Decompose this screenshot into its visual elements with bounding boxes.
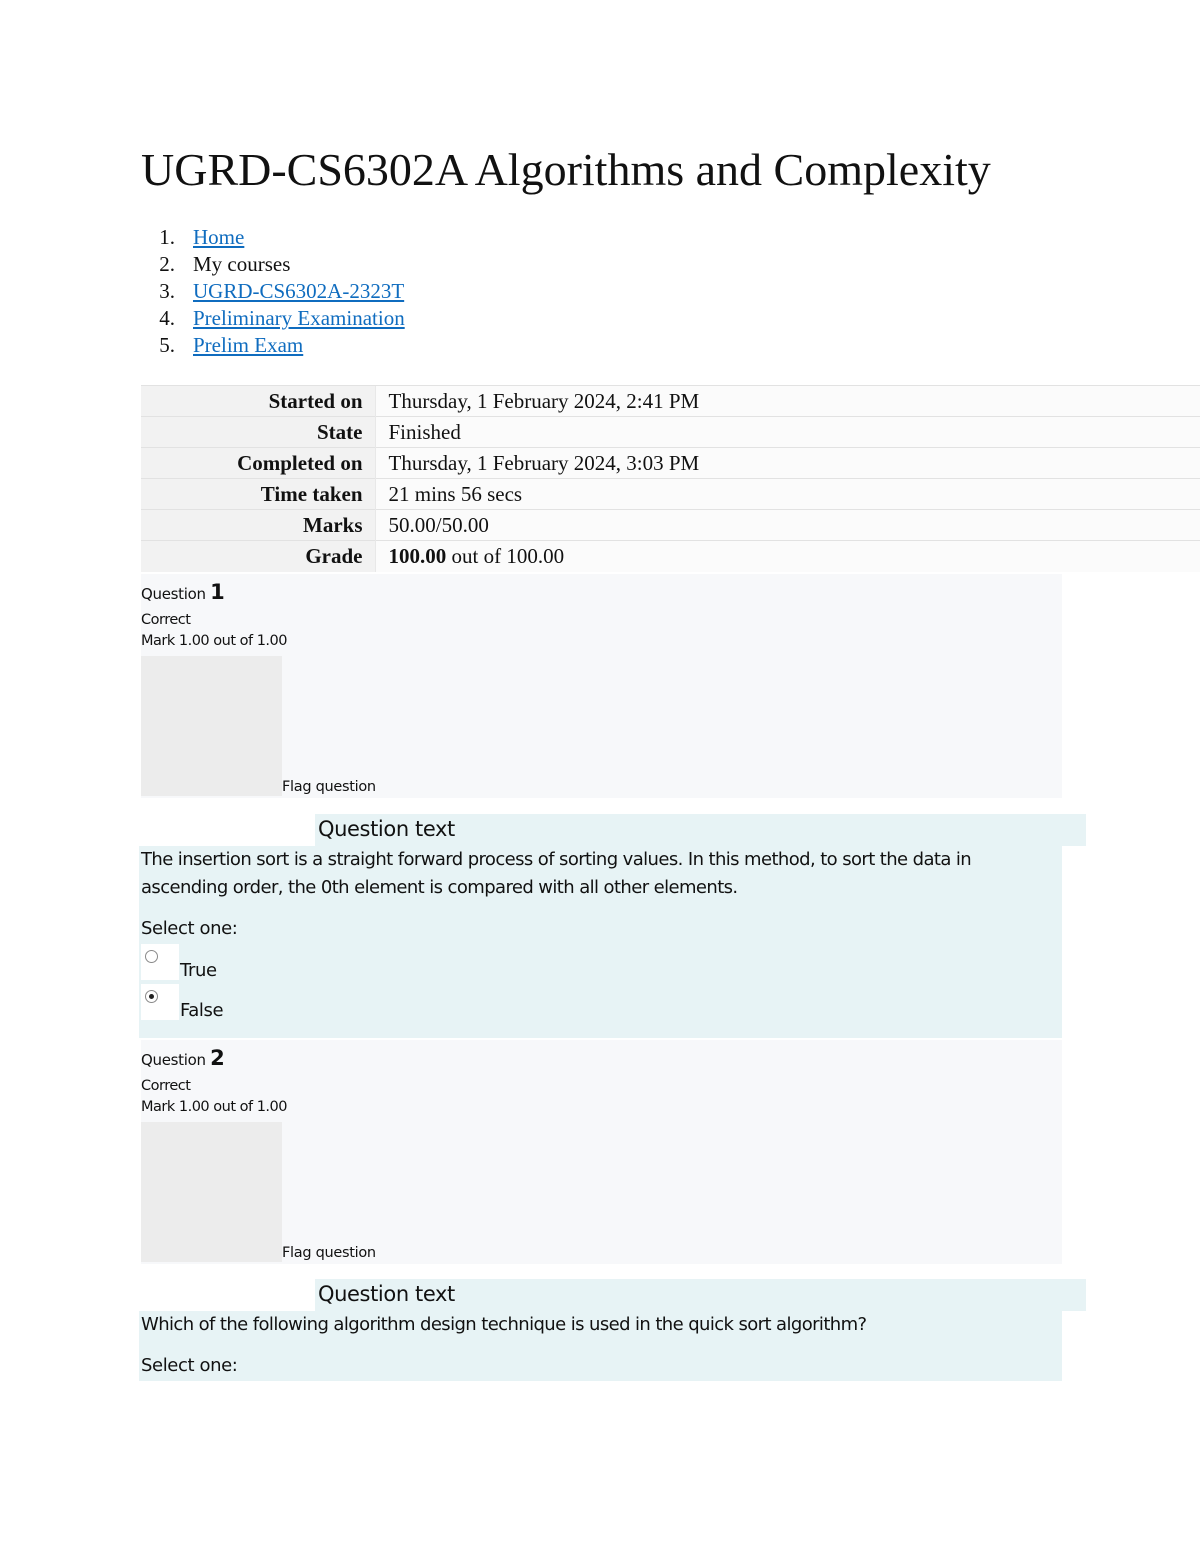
question-grade: Mark 1.00 out of 1.00 xyxy=(141,633,287,649)
attempt-summary-table xyxy=(141,385,1200,572)
question-info-1 xyxy=(141,574,1062,798)
summary-value: Thursday, 1 February 2024, 3:03 PM xyxy=(375,448,1200,479)
question-number-value: 1 xyxy=(210,580,225,604)
summary-value: 21 mins 56 secs xyxy=(375,479,1200,510)
breadcrumb-item-quiz xyxy=(141,332,405,359)
grade-score: 100.00 xyxy=(388,543,447,568)
grade-total: out of 100.00 xyxy=(446,543,565,568)
breadcrumb xyxy=(141,224,405,359)
question-text: Which of the following algorithm design technique is used in the quick sort algorithm? xyxy=(141,1314,867,1335)
breadcrumb-number: 4. xyxy=(159,306,175,330)
question-body-1 xyxy=(139,846,1062,1038)
question-text-heading-2 xyxy=(315,1279,1086,1311)
summary-label: Grade xyxy=(141,541,375,572)
summary-value: Thursday, 1 February 2024, 2:41 PM xyxy=(375,386,1200,417)
select-one-prompt: Select one: xyxy=(141,918,238,939)
summary-row-time xyxy=(141,479,1200,510)
breadcrumb-number: 5. xyxy=(159,333,175,357)
breadcrumb-number: 1. xyxy=(159,225,175,249)
summary-label: Completed on xyxy=(141,448,375,479)
summary-label: Time taken xyxy=(141,479,375,510)
answer-label[interactable]: True xyxy=(180,960,217,981)
summary-row-marks xyxy=(141,510,1200,541)
question-number xyxy=(141,1046,224,1070)
radio-button[interactable] xyxy=(145,950,158,963)
summary-value: 50.00/50.00 xyxy=(375,510,1200,541)
question-number xyxy=(141,580,224,604)
flag-question-link[interactable]: Flag question xyxy=(282,1245,376,1261)
breadcrumb-link-section[interactable]: Preliminary Examination xyxy=(193,306,405,330)
breadcrumb-number: 3. xyxy=(159,279,175,303)
radio-button-selected[interactable] xyxy=(145,990,158,1003)
question-body-2 xyxy=(139,1311,1062,1381)
answer-option-false[interactable] xyxy=(141,984,541,1020)
question-state: Correct xyxy=(141,1078,191,1094)
breadcrumb-number: 2. xyxy=(159,252,175,276)
summary-value: Finished xyxy=(375,417,1200,448)
summary-label: Started on xyxy=(141,386,375,417)
breadcrumb-item-home xyxy=(141,224,405,251)
question-text-heading-label: Question text xyxy=(318,1282,455,1306)
question-text: The insertion sort is a straight forward process of sorting values. In this method, to sort the data in ascending order, the 0th element is compared with all other elements. xyxy=(141,849,972,898)
breadcrumb-link-home[interactable]: Home xyxy=(193,225,245,249)
select-one-prompt: Select one: xyxy=(141,1355,238,1376)
question-state: Correct xyxy=(141,612,191,628)
summary-value xyxy=(375,541,1200,572)
question-info-2 xyxy=(141,1040,1062,1264)
answer-option-true[interactable] xyxy=(141,944,541,980)
breadcrumb-item-my-courses xyxy=(141,251,405,278)
question-number-value: 2 xyxy=(210,1046,225,1070)
question-text-heading-label: Question text xyxy=(318,817,455,841)
flag-icon-placeholder xyxy=(141,1122,282,1262)
summary-row-state xyxy=(141,417,1200,448)
flag-icon-placeholder xyxy=(141,656,282,796)
breadcrumb-item-section xyxy=(141,305,405,332)
radio-wrapper xyxy=(141,944,179,980)
summary-row-completed xyxy=(141,448,1200,479)
summary-row-started xyxy=(141,386,1200,417)
summary-row-grade xyxy=(141,541,1200,572)
question-grade: Mark 1.00 out of 1.00 xyxy=(141,1099,287,1115)
summary-label: State xyxy=(141,417,375,448)
radio-wrapper xyxy=(141,984,179,1020)
question-number-prefix: Question xyxy=(141,585,211,603)
breadcrumb-link-course[interactable]: UGRD-CS6302A-2323T xyxy=(193,279,405,303)
answer-label[interactable]: False xyxy=(180,1000,224,1021)
summary-label: Marks xyxy=(141,510,375,541)
breadcrumb-item-course xyxy=(141,278,405,305)
question-number-prefix: Question xyxy=(141,1051,211,1069)
breadcrumb-link-quiz[interactable]: Prelim Exam xyxy=(193,333,304,357)
page-title: UGRD-CS6302A Algorithms and Complexity xyxy=(141,144,991,195)
question-text-heading-1 xyxy=(315,814,1086,846)
flag-question-link[interactable]: Flag question xyxy=(282,779,376,795)
breadcrumb-text-my-courses: My courses xyxy=(193,252,291,276)
